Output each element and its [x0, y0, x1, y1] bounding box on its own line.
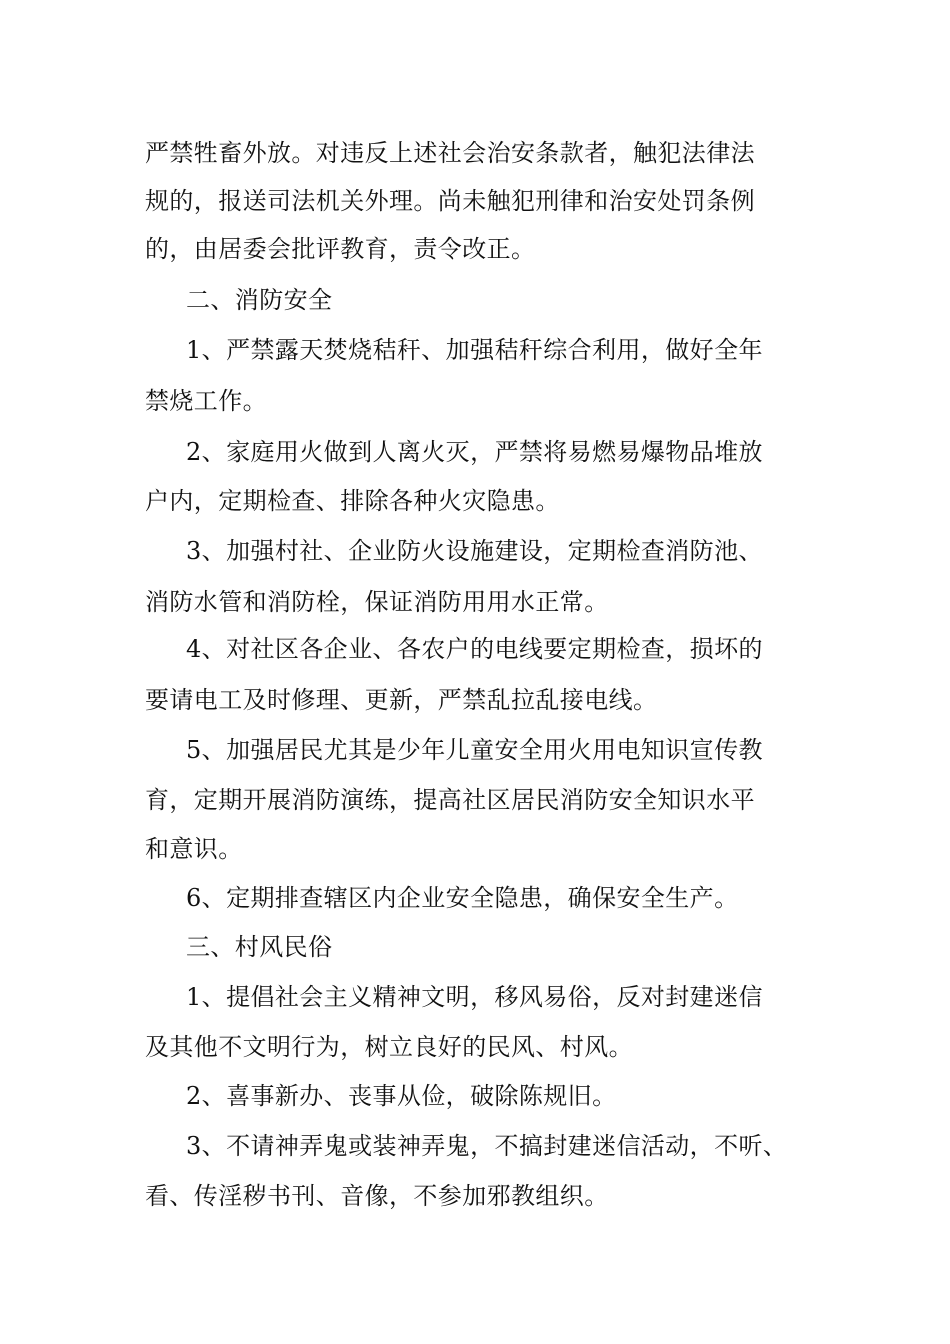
section-heading: 三、村风民俗	[186, 933, 333, 961]
list-item-text: 2、家庭用火做到人离火灭，严禁将易燃易爆物品堆放	[186, 438, 763, 466]
text-line: 育，定期开展消防演练，提高社区居民消防安全知识水平	[145, 786, 755, 814]
text-line: 户内，定期检查、排除各种火灾隐患。	[145, 487, 560, 515]
text-line: 的，由居委会批评教育，责令改正。	[145, 235, 536, 263]
list-item-text: 1、严禁露天焚烧秸秆、加强秸秆综合利用，做好全年	[186, 336, 763, 364]
text-line: 及其他不文明行为，树立良好的民风、村风。	[145, 1033, 633, 1061]
text-line: 规的，报送司法机关外理。尚未触犯刑律和治安处罚条例	[145, 187, 755, 215]
text-line: 严禁牲畜外放。对违反上述社会治安条款者，触犯法律法	[145, 139, 755, 167]
text-line: 要请电工及时修理、更新，严禁乱拉乱接电线。	[145, 686, 658, 714]
list-item-text: 1、提倡社会主义精神文明，移风易俗，反对封建迷信	[186, 983, 763, 1011]
list-item-text: 4、对社区各企业、各农户的电线要定期检查，损坏的	[186, 635, 763, 663]
text-line: 消防水管和消防栓，保证消防用用水正常。	[145, 588, 609, 616]
section-heading: 二、消防安全	[186, 286, 333, 314]
list-item-text: 3、不请神弄鬼或装神弄鬼，不搞封建迷信活动，不听、	[186, 1132, 788, 1160]
text-line: 禁烧工作。	[145, 387, 267, 415]
list-item-text: 2、喜事新办、丧事从俭，破除陈规旧。	[186, 1082, 617, 1110]
text-line: 和意识。	[145, 835, 243, 863]
list-item-text: 3、加强村社、企业防火设施建设，定期检查消防池、	[186, 537, 763, 565]
text-line: 看、传淫秽书刊、音像，不参加邪教组织。	[145, 1182, 609, 1210]
list-item-text: 6、定期排查辖区内企业安全隐患，确保安全生产。	[186, 884, 739, 912]
list-item-text: 5、加强居民尤其是少年儿童安全用火用电知识宣传教	[186, 736, 763, 764]
